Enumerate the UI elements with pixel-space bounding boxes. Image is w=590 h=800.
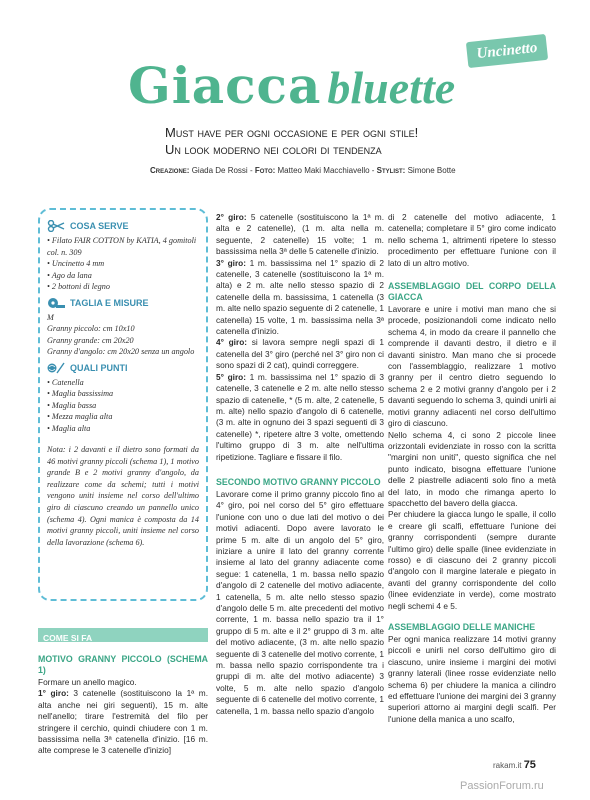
cosa-serve-list	[47, 235, 199, 293]
round-text: 3 catenelle (sostituiscono la 1ª m. alta anche nei giri seguenti), 15 m. alte nell'anello; tirare l'estremità del filo per stringere il cerchio, quindi chiudere con 1 m. bassissima nella 3ª catenella d'inizio. [16 m. alte comprese le 3 catenelle d'inizio]	[38, 688, 209, 756]
round-label: 4° giro:	[216, 337, 248, 348]
instructions-column-3	[388, 212, 556, 725]
tape-measure-icon	[47, 297, 65, 309]
list-item: • Maglia bassa	[47, 400, 199, 412]
taglia-heading	[47, 297, 199, 309]
list-item: • Ago da lana	[47, 270, 199, 282]
page-title	[128, 56, 455, 115]
round-text: si lavora sempre negli spazi di 1 catenella del 3° giro (perché nel 3° giro non ci sono spazi di 2 cat), quindi correggere.	[216, 337, 384, 371]
list-item: • Filato FAIR COTTON by KATIA, 4 gomitoli col. n. 309	[47, 235, 199, 258]
punti-title: QUALI PUNTI	[70, 362, 128, 373]
section-bar-label: COME SI FA	[43, 633, 93, 643]
paragraph	[216, 337, 384, 371]
cosa-serve-title: COSA SERVE	[70, 221, 129, 231]
taglia-line: Granny piccolo: cm 10x10	[47, 324, 135, 333]
title-word-1: Giacca	[128, 56, 322, 115]
page-number: 75	[523, 759, 536, 771]
credits: Creazione: Giada De Rossi - Foto: Matteo Maki Macchiavello - Stylist: Simone Botte	[150, 166, 456, 175]
scissors-icon	[47, 220, 65, 232]
list-item: • Maglia alta	[47, 423, 199, 435]
taglia-title: TAGLIA E MISURE	[70, 297, 149, 308]
section-heading: ASSEMBLAGGIO DELLE MANICHE	[388, 622, 536, 632]
paragraph	[216, 372, 384, 463]
paragraph	[216, 212, 384, 258]
site-name: rakam.it	[493, 761, 522, 770]
materials-box	[38, 208, 208, 601]
list-item: • Maglia bassissima	[47, 388, 199, 400]
subtitle-line-1: Must have per ogni occasione e per ogni stile!	[165, 125, 419, 140]
paragraph	[216, 258, 384, 338]
title-word-2: bluette	[327, 62, 456, 113]
cosa-serve-heading	[47, 220, 199, 232]
credit-label-photo: Foto:	[254, 166, 276, 175]
paragraph: Formare un anello magico.	[38, 677, 137, 687]
section-heading: MOTIVO GRANNY PICCOLO (SCHEMA 1)	[38, 654, 208, 675]
section-bar	[38, 628, 208, 642]
paragraph: di 2 catenelle del motivo adiacente, 1 catenella; completare il 5° giro come indicato nello schema 1, altrimenti ripetere lo stesso procedimento per effettuare l'unione con il lato di un altro motivo.	[388, 212, 556, 268]
subtitle-line-2: Un look moderno nei colori di tendenza	[165, 142, 382, 157]
round-label: 2° giro:	[216, 212, 247, 222]
section-heading: ASSEMBLAGGIO DEL CORPO DELLA GIACCA	[388, 281, 556, 303]
round-text: 1 m. bassissima nel 1° spazio di 3 catenelle, 3 catenelle e 2 m. alte nello stesso spazio di catenelle, * (5 m. alte, 2 catenelle, 5 m. alte) nello spazio d'angolo di 6 catenelle, (3 m. alte in ognuno dei 3 spazi seguenti di 3 catenelle) *, ripetere altre 3 volte, omettendo l'ultimo gruppo di 3 m. alte nell'ultima ripetizione. Tagliare e fissare il filo.	[216, 371, 384, 462]
punti-list	[47, 377, 199, 435]
watermark: PassionForum.ru	[460, 780, 544, 792]
materials-note: Nota: i 2 davanti e il dietro sono formati da 46 motivi granny piccoli (schema 1), 1 motivo grande B e 2 motivi granny d'angolo, da realizzare come da schemi; tutti i motivi vengono uniti insieme nel corso dell'ultimo giro di ciascuno creando un pannello unico (schema 4). Ogni manica è composta da 14 motivi granny piccoli, uniti insieme nel corso della lavorazione (schema 6).	[47, 445, 199, 547]
credit-label-creation: Creazione:	[150, 166, 190, 175]
paragraph	[38, 688, 208, 756]
category-tag-label: Uncinetto	[475, 39, 539, 63]
section-heading: SECONDO MOTIVO GRANNY PICCOLO	[216, 476, 381, 487]
round-label: 5° giro:	[216, 371, 246, 382]
list-item: • Catenella	[47, 377, 199, 389]
category-tag	[466, 34, 548, 68]
credit-photo: Matteo Maki Macchiavello	[277, 166, 370, 175]
taglia-line: Granny d'angolo: cm 20x20 senza un angolo	[47, 347, 195, 356]
subtitle	[165, 124, 585, 158]
instructions-column-2	[216, 212, 384, 717]
paragraph: Per chiudere la giacca lungo le spalle, il collo e creare gli scalfi, effettuare l'unione dei granny corrispondenti (sempre durante l'ultimo giro) delle spalle (linee evidenziate in rosso) e di ciascuno dei 2 granny piccoli d'angolo con il margine laterale e piegato in avanti del granny corrispondente del collo (linee evidenziate in verde), come mostrato negli schemi 4 e 5.	[388, 509, 556, 611]
list-item: • Mezza maglia alta	[47, 411, 199, 423]
paragraph: Lavorare come il primo granny piccolo fino al 4° giro, poi nel corso del 5° giro effettuare l'unione con uno o due lati del motivo o dei motivi adiacenti. Dopo avere lavorato le prime 5 m. alte di un angolo del 5° giro, iniziare a unire il lato del granny corrente insieme al lato del granny adiacente come segue: 1 catenella, 1 m. bassa nello spazio d'angolo di 2 catenelle del motivo adiacente, 1 catenella, 5 m. alte nello stesso spazio d'angolo delle 5 m. alte precedenti del motivo corrente, 1 m. bassa nello spazio tra il 1° gruppo di 5 m. alte e il 2° gruppo di 3 m. alte del motivo adiacente, (3 m. alte nello spazio seguente di 3 catenelle del motivo corrente, 1 m. bassa nello spazio corrispondente tra i gruppi di m. alte del motivo adiacente) 3 volte, 5 m. alte nello spazio d'angolo seguente di 6 catenelle del motivo corrente, 1 catenella, 1 m. bassa nello spazio d'angolo	[216, 488, 384, 716]
round-text: 1 m. bassissima nel 1° spazio di 2 catenelle, 3 catenelle (sostituiscono la 1ª m. alta) e 2 m. alte nello stesso spazio di 2 catenelle della m. bassissima, 1 catenella (3 m. alte nello spazio seguente di 2 catenelle, 1 catenella) 15 volte, 1 m. bassissima nella 3ª catenella d'inizio.	[216, 257, 384, 337]
paragraph: Per ogni manica realizzare 14 motivi granny piccoli e unirli nel corso dell'ultimo giro di ciascuno, unire insieme i margini dei motivi granny laterali (linee rosse evidenziate nello schema 6) per chiudere la manica a cilindro ed effettuare l'unione dei margini dei 3 granny superiori attorno ai margini degli scalfi. Per l'unione della manica a uno scalfo,	[388, 634, 556, 724]
credit-creation: Giada De Rossi	[191, 166, 248, 175]
punti-heading	[47, 362, 199, 374]
round-label: 3° giro:	[216, 257, 246, 268]
instructions-column-1	[38, 654, 208, 757]
yarn-hook-icon	[47, 362, 65, 374]
page-footer	[493, 759, 536, 771]
taglia-line: Granny grande: cm 20x20	[47, 335, 134, 345]
credit-label-stylist: Stylist:	[376, 166, 406, 175]
list-item: • 2 bottoni di legno	[47, 281, 199, 293]
round-label: 1° giro:	[38, 688, 69, 699]
taglia-line: M	[47, 312, 54, 322]
paragraph: Nello schema 4, ci sono 2 piccole linee orizzontali evidenziate in rosso con la scritta "margini non uniti", questo significa che nel punto indicato, bisogna effettuare l'unione delle 2 piastrelle adiacenti solo fino a metà del lato, in modo che rimanga aperto lo spacchetto del bavero della giacca.	[388, 429, 556, 508]
list-item: • Uncinetto 4 mm	[47, 258, 199, 270]
paragraph: Lavorare e unire i motivi man mano che si procede, posizionandoli come indicato nello schema 4, in modo da creare il pannello che comprende il davanti destro, il dietro e il davanti sinistro. Man mano che si procede con l'assemblaggio, realizzare 1 motivo granny per il centro dietro seguendo lo schema 2 e 2 motivi granny d'angolo per i 2 davanti seguendo lo schema 3, quindi unirli ai motivi granny adiacenti nel corso dell'ultimo giro di ciascuno.	[388, 304, 556, 429]
round-text: 5 catenelle (sostituiscono la 1ª m. alta e 2 catenelle), (1 m. alta nella m. seguente, 2 catenelle) 15 volte; 1 m. bassissima nella 3ª delle 5 catenelle d'inizio.	[216, 212, 385, 257]
credit-stylist: Simone Botte	[407, 166, 456, 175]
